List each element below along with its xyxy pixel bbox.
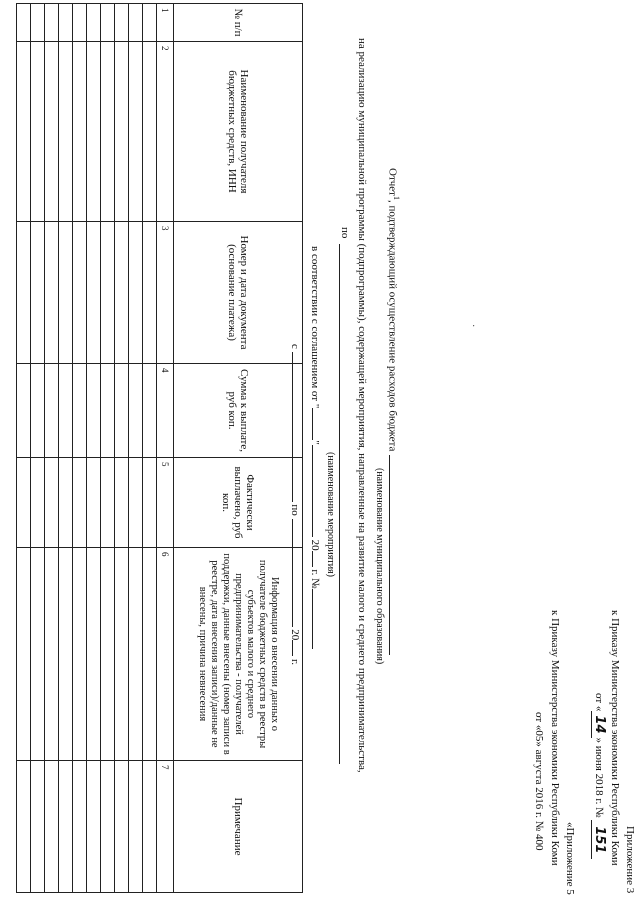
event-caption: (наименование мероприятия) <box>325 452 336 577</box>
table-row <box>115 4 129 893</box>
table-cell[interactable] <box>101 364 115 458</box>
table-cell[interactable] <box>59 458 73 548</box>
table-cell[interactable] <box>17 458 31 548</box>
appendix-3-day: 14 <box>591 711 607 737</box>
table-cell[interactable] <box>73 222 87 364</box>
table-cell[interactable] <box>129 364 143 458</box>
appendix-3-date-middle: » июня 2018 г. № <box>593 737 605 818</box>
table-cell[interactable] <box>59 761 73 893</box>
agreement-day-blank <box>312 408 313 440</box>
title-line-one <box>385 168 403 451</box>
table-cell[interactable] <box>45 4 59 42</box>
agreement-number-blank <box>312 589 313 649</box>
table-cell[interactable] <box>31 548 45 761</box>
table-cell[interactable] <box>31 458 45 548</box>
table-cell[interactable] <box>129 4 143 42</box>
table-cell[interactable] <box>17 761 31 893</box>
appendix-3-title: Приложение 3 <box>624 826 636 894</box>
table-cell[interactable] <box>143 222 157 364</box>
header-document: Номер и дата документа (основание платежа) <box>174 222 303 364</box>
table-cell[interactable] <box>87 548 101 761</box>
table-cell[interactable] <box>143 761 157 893</box>
column-number-row <box>157 4 174 893</box>
table-cell[interactable] <box>87 761 101 893</box>
table-cell[interactable] <box>129 548 143 761</box>
table-row <box>101 4 115 893</box>
column-number: 5 <box>157 458 174 548</box>
table-cell[interactable] <box>115 761 129 893</box>
table-row <box>17 4 31 893</box>
table-cell[interactable] <box>17 4 31 42</box>
table-cell[interactable] <box>59 4 73 42</box>
table-cell[interactable] <box>73 761 87 893</box>
event-line <box>339 244 340 764</box>
scan-dot: · <box>467 324 478 328</box>
column-number: 7 <box>157 761 174 893</box>
appendix-3-order: к Приказу Министерства экономики Республики Коми <box>609 610 621 866</box>
table-cell[interactable] <box>143 364 157 458</box>
table-row <box>87 4 101 893</box>
table-cell[interactable] <box>129 761 143 893</box>
period-year-prefix: 20 <box>289 629 301 641</box>
municipality-caption: (наименование муниципального образования) <box>374 468 385 665</box>
table-cell[interactable] <box>115 42 129 222</box>
table-cell[interactable] <box>87 458 101 548</box>
report-title-rest: , подтверждающий осуществление расходов бюджета <box>386 199 399 452</box>
table-cell[interactable] <box>115 364 129 458</box>
table-cell[interactable] <box>87 364 101 458</box>
appendix-3-date-prefix: от « <box>593 693 605 712</box>
table-cell[interactable] <box>129 458 143 548</box>
table-cell[interactable] <box>73 42 87 222</box>
period-to-label: по <box>289 504 301 516</box>
table-cell[interactable] <box>143 4 157 42</box>
column-number: 6 <box>157 548 174 761</box>
header-note: Примечание <box>174 761 303 893</box>
period-year-suffix: г. <box>289 659 301 666</box>
header-recipient: Наименование получателя бюджетных средств, ИНН <box>174 42 303 222</box>
column-number: 2 <box>157 42 174 222</box>
period-from-label: с <box>289 344 301 349</box>
table-cell[interactable] <box>101 222 115 364</box>
table-cell[interactable] <box>87 42 101 222</box>
table-cell[interactable] <box>115 222 129 364</box>
table-cell[interactable] <box>129 42 143 222</box>
table-header-row <box>174 4 303 893</box>
table-cell[interactable] <box>17 42 31 222</box>
report-word: Отчет <box>386 168 399 196</box>
appendix-5-order: к Приказу Министерства экономики Республики Коми <box>549 610 561 866</box>
appendix-3-date <box>592 693 606 859</box>
column-number: 1 <box>157 4 174 42</box>
appendix-5-title: «Приложение 5 <box>564 822 576 895</box>
table-cell[interactable] <box>45 548 59 761</box>
table-cell[interactable] <box>143 42 157 222</box>
column-number: 4 <box>157 364 174 458</box>
table-cell[interactable] <box>73 548 87 761</box>
program-line: на реализацию муниципальной программы (подпрограммы), содержащей мероприятия, направленные на развитие малого и среднего предпринимательства, <box>356 38 368 773</box>
table-cell[interactable] <box>101 548 115 761</box>
table-cell[interactable] <box>31 4 45 42</box>
table-cell[interactable] <box>101 42 115 222</box>
table-cell[interactable] <box>59 364 73 458</box>
header-number: № п/п <box>174 4 303 42</box>
table-cell[interactable] <box>31 364 45 458</box>
table-cell[interactable] <box>129 222 143 364</box>
table-cell[interactable] <box>59 222 73 364</box>
table-row <box>59 4 73 893</box>
table-cell[interactable] <box>115 458 129 548</box>
table-cell[interactable] <box>73 364 87 458</box>
column-number: 3 <box>157 222 174 364</box>
header-amount-due: Сумма к выплате, руб коп. <box>174 364 303 458</box>
table-row <box>45 4 59 893</box>
table-cell[interactable] <box>101 458 115 548</box>
table-row <box>31 4 45 893</box>
agreement-month-blank <box>312 445 313 537</box>
table-row <box>73 4 87 893</box>
table-cell[interactable] <box>115 548 129 761</box>
agreement-line <box>308 246 321 649</box>
agreement-prefix: в соответствии с соглашением от " <box>309 246 321 409</box>
report-table <box>16 3 303 893</box>
table-cell[interactable] <box>45 761 59 893</box>
table-cell[interactable] <box>87 4 101 42</box>
table-cell[interactable] <box>59 548 73 761</box>
table-cell[interactable] <box>73 458 87 548</box>
table-cell[interactable] <box>101 4 115 42</box>
header-registry-info: Информация о внесении данных о получателе бюджетных средств в реестры субъектов малого и среднего предпринимательства - получателей поддержки, данные внесены (номер записи в реестре, дата внесения записи)/данные не внесены, причина невнесения <box>174 548 303 761</box>
appendix-3-number: 151 <box>591 820 607 859</box>
table-cell[interactable] <box>59 42 73 222</box>
table-cell[interactable] <box>87 222 101 364</box>
table-cell[interactable] <box>45 458 59 548</box>
table-row <box>143 4 157 893</box>
table-cell[interactable] <box>17 222 31 364</box>
table-cell[interactable] <box>31 42 45 222</box>
agreement-quote: " <box>309 440 321 445</box>
table-cell[interactable] <box>101 761 115 893</box>
table-cell[interactable] <box>31 761 45 893</box>
table-cell[interactable] <box>17 364 31 458</box>
table-row <box>129 4 143 893</box>
table-cell[interactable] <box>45 364 59 458</box>
table-cell[interactable] <box>143 548 157 761</box>
agreement-year-prefix: 20 <box>309 539 321 551</box>
agreement-year-blank <box>312 551 313 567</box>
header-amount-paid: Фактически выплачено, руб коп. <box>174 458 303 548</box>
municipality-line <box>389 455 390 655</box>
table-cell[interactable] <box>17 548 31 761</box>
table-cell[interactable] <box>115 4 129 42</box>
agreement-year-suffix: г. № <box>309 569 321 589</box>
appendix-5-date: от «05» августа 2016 г. № 400 <box>533 712 545 851</box>
footnote-mark: 1 <box>392 195 401 200</box>
table-cell[interactable] <box>143 458 157 548</box>
table-cell[interactable] <box>31 222 45 364</box>
table-cell[interactable] <box>73 4 87 42</box>
table-cell[interactable] <box>45 42 59 222</box>
po-label: по <box>339 227 351 239</box>
table-cell[interactable] <box>45 222 59 364</box>
